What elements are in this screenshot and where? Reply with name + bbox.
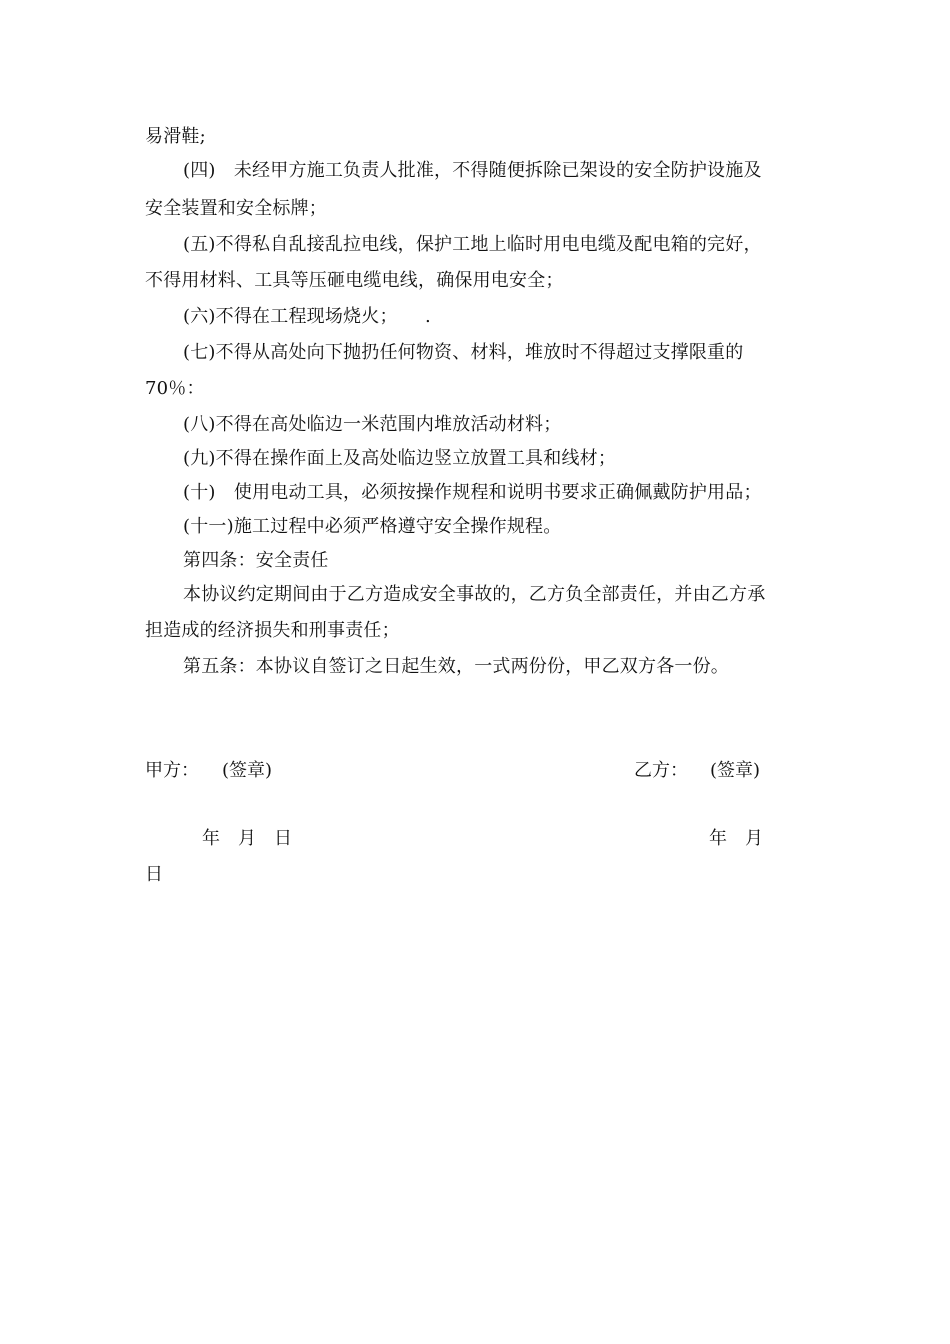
party-b-date: 年 月: [709, 828, 763, 849]
paragraph-line: 易滑鞋;: [145, 126, 206, 147]
party-b-seal: (签章): [710, 760, 761, 781]
clause-9-line: (九)不得在操作面上及高处临边竖立放置工具和线材；: [183, 448, 617, 469]
article-5-line: 第五条：本协议自签订之日起生效，一式两份份，甲乙双方各一份。: [183, 656, 729, 677]
party-a-seal: (签章): [222, 760, 273, 781]
paragraph-line: 安全装置和安全标牌；: [145, 198, 327, 219]
party-b-date-day: 日: [145, 864, 163, 885]
party-a-date: 年 月 日: [202, 828, 292, 849]
party-a-label: 甲方：: [145, 760, 199, 781]
clause-8-line: (八)不得在高处临边一米范围内堆放活动材料；: [183, 414, 562, 435]
clause-5-line: (五)不得私自乱接乱拉电线，保护工地上临时用电电缆及配电箱的完好，: [183, 234, 762, 255]
party-b-label: 乙方：: [634, 760, 688, 781]
clause-10-line: (十) 使用电动工具，必须按操作规程和说明书要求正确佩戴防护用品；: [183, 482, 762, 503]
clause-6-line: (六)不得在工程现场烧火； .: [183, 306, 431, 327]
clause-7-line: (七)不得从高处向下抛扔任何物资、材料，堆放时不得超过支撑限重的: [183, 342, 744, 363]
paragraph-line: 不得用材料、工具等压砸电缆电线，确保用电安全；: [145, 270, 564, 291]
paragraph-line: 担造成的经济损失和刑事责任；: [145, 620, 400, 641]
clause-4-line: (四) 未经甲方施工负责人批准，不得随便拆除已架设的安全防护设施及: [183, 160, 762, 181]
clause-11-line: (十一)施工过程中必须严格遵守安全操作规程。: [183, 516, 562, 537]
article-4-heading: 第四条：安全责任: [183, 550, 329, 571]
paragraph-line: 70％：: [145, 378, 205, 399]
article-4-body-line: 本协议约定期间由于乙方造成安全事故的，乙方负全部责任，并由乙方承: [183, 584, 766, 605]
